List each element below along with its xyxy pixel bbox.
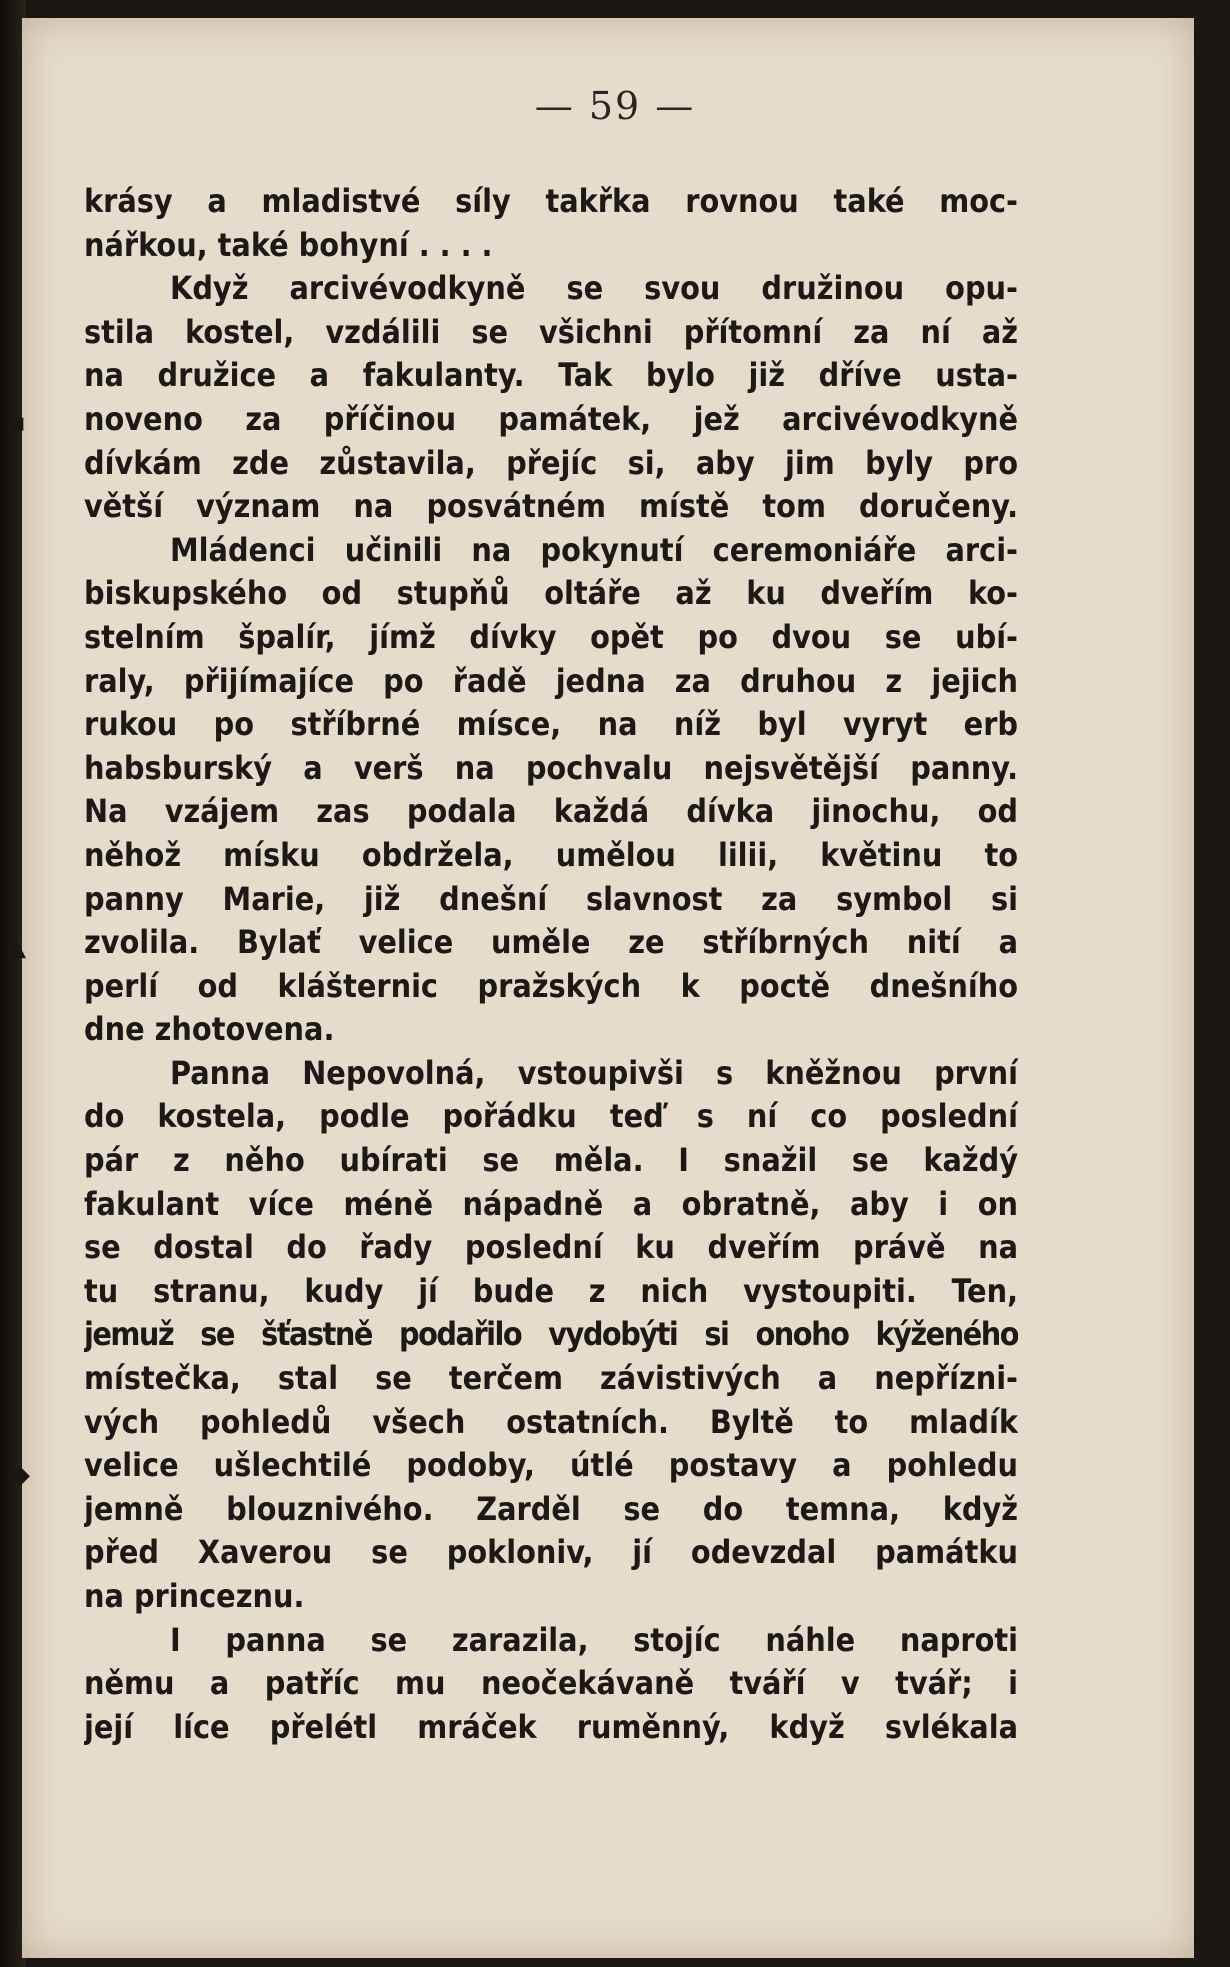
text-line: její líce přelétl mráček ruměnný, když svlékala (84, 1707, 1018, 1746)
text-line: na princeznu. (84, 1577, 305, 1615)
text-line: panny Marie, již dnešní slavnost za symbol si (84, 879, 1018, 918)
text-line: nářkou, také bohyní . . . . (84, 225, 493, 264)
text-line: pár z něho ubírati se měla. I snažil se každý (84, 1141, 1018, 1180)
margin-mark-icon: ▪ (8, 408, 26, 438)
text-line: I panna se zarazila, stojíc náhle naproti (170, 1620, 1018, 1659)
text-line: velice ušlechtilé podoby, útlé postavy a pohledu (84, 1446, 1018, 1485)
text-line: noveno za příčinou památek, jež arcivévodkyně (84, 399, 1018, 438)
text-line: dne zhotovena. (84, 1010, 335, 1049)
text-line: tu stranu, kudy jí bude z nich vystoupiti. Ten, (84, 1271, 1018, 1310)
text-line: dívkám zde zůstavila, přejíc si, aby jim byly pro (84, 443, 1018, 482)
text-line: místečka, stal se terčem závistivých a nepřízni- (84, 1359, 1018, 1398)
text-line: něhož mísku obdržela, umělou lilii, květinu to (84, 835, 1018, 874)
text-line: raly, přijímajíce po řadě jedna za druhou z jejich (84, 661, 1018, 700)
text-line: se dostal do řady poslední ku dveřím právě na (84, 1228, 1018, 1267)
text-line: jemně blouznivého. Zarděl se do temna, když (84, 1489, 1018, 1528)
text-line: před Xaverou se pokloniv, jí odevzdal památku (84, 1533, 1018, 1572)
margin-mark-icon: ◆ (10, 1460, 30, 1490)
text-line: Když arcivévodkyně se svou družinou opu- (170, 269, 1018, 308)
text-line: biskupského od stupňů oltáře až ku dveřím ko- (84, 574, 1018, 613)
text-line: na družice a fakulanty. Tak bylo již dříve usta- (84, 356, 1018, 395)
text-line: větší význam na posvátném místě tom doručeny. (84, 487, 1018, 526)
text-line: habsburský a verš na pochvalu nejsvětější panny. (84, 748, 1018, 787)
text-line: stelním špalír, jímž dívky opět po dvou se ubí- (84, 617, 1018, 656)
text-line: Mládenci učinili na pokynutí ceremoniáře arci- (170, 530, 1018, 569)
text-line: jemuž se šťastně podařilo vydobýti si onoho kýženého (84, 1315, 1018, 1354)
page-number: — 59 — (534, 84, 696, 128)
text-line: fakulant více méně nápadně a obratně, aby i on (84, 1184, 1018, 1223)
text-line: Panna Nepovolná, vstoupivši s kněžnou první (170, 1053, 1018, 1092)
text-line: Na vzájem zas podala každá dívka jinochu, od (84, 792, 1018, 831)
text-line: vých pohledů všech ostatních. Byltě to mladík (84, 1402, 1018, 1441)
text-line: zvolila. Bylať velice uměle ze stříbrných nití a (84, 923, 1018, 962)
text-line: do kostela, podle pořádku teď s ní co poslední (84, 1097, 1018, 1136)
margin-arrow-icon: ▲ (6, 932, 26, 962)
text-line: stila kostel, vzdálili se všichni přítomní za ní až (84, 312, 1018, 351)
body-text (84, 180, 1018, 1749)
text-line: krásy a mladistvé síly takřka rovnou také moc- (84, 182, 1018, 220)
text-line: rukou po stříbrné mísce, na níž byl vyryt erb (84, 705, 1018, 744)
text-line: perlí od klášternic pražských k poctě dnešního (84, 966, 1018, 1005)
text-line: němu a patříc mu neočekávaně tváří v tvář; i (84, 1664, 1018, 1703)
